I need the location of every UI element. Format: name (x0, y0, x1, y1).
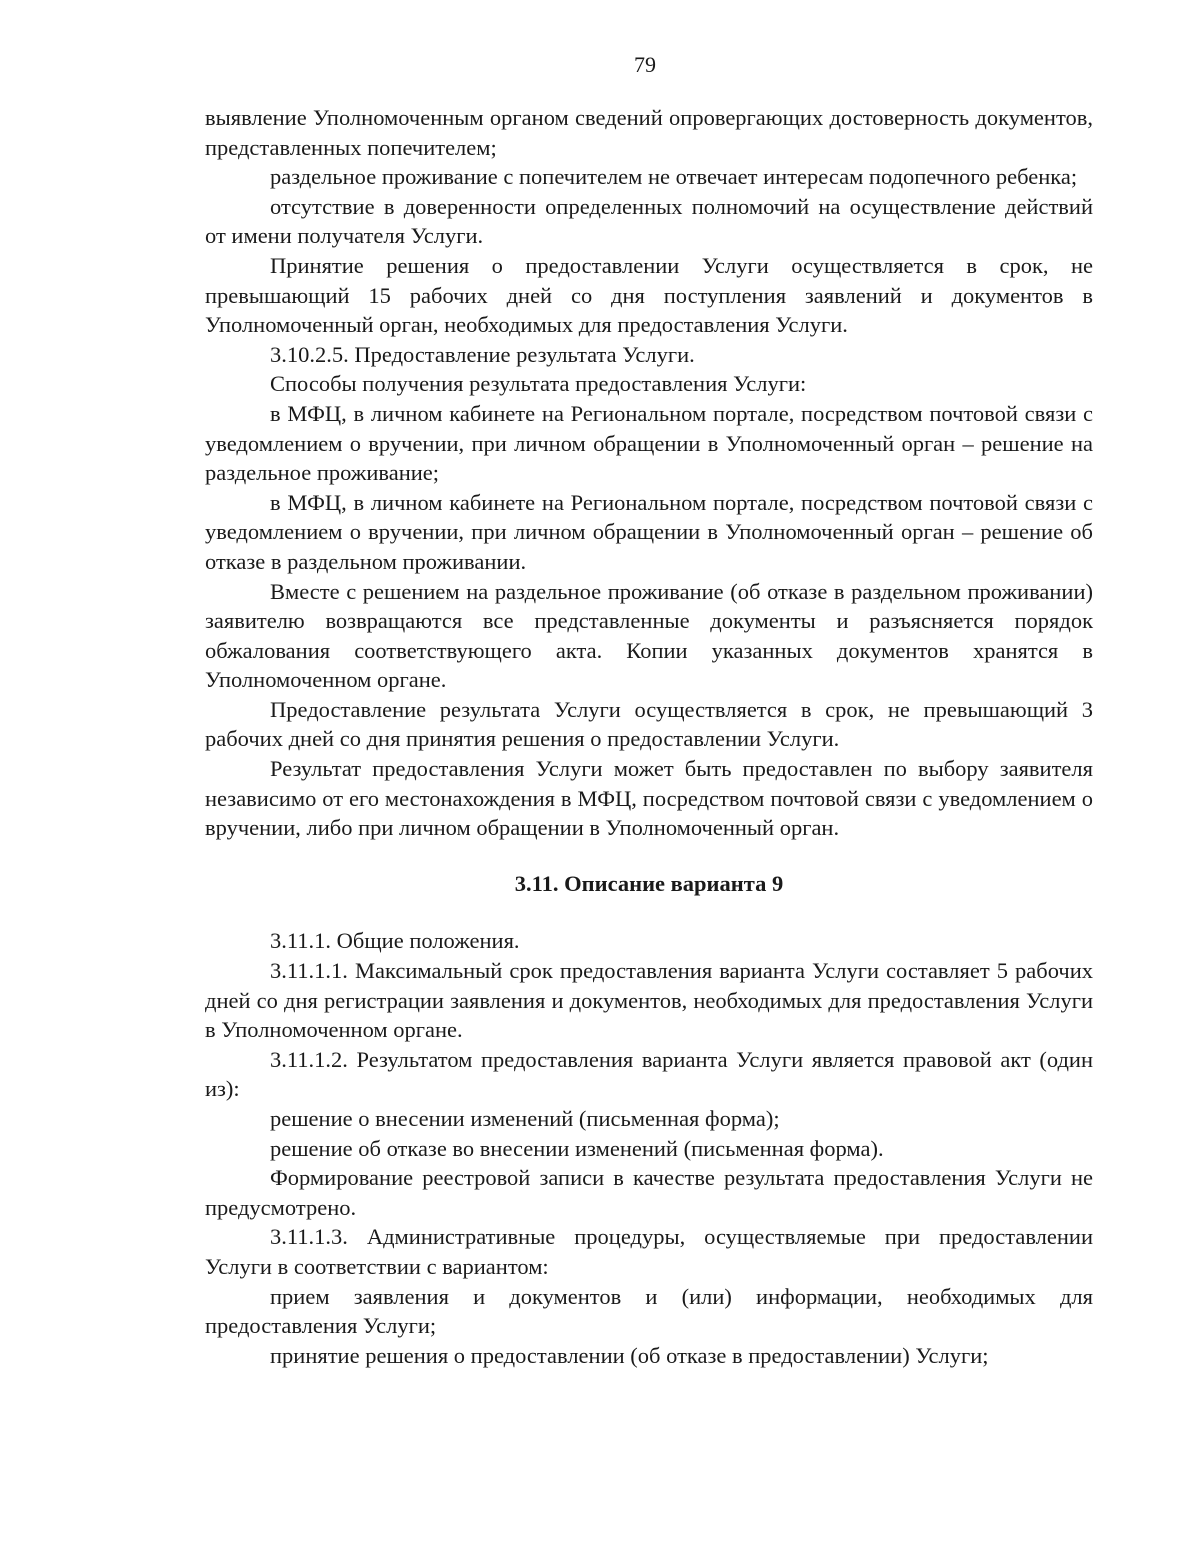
paragraph: Вместе с решением на раздельное проживание (об отказе в раздельном проживании) заявителю возвращаются все представленные документы и разъясняется порядок обжалования соответствующего акта. Копии указанных документов хранятся в Уполномоченном органе. (205, 578, 1093, 693)
paragraph: выявление Уполномоченным органом сведений опровергающих достоверность документов, представленных попечителем; (205, 105, 1093, 160)
paragraph: 3.11.1.1. Максимальный срок предоставления варианта Услуги составляет 5 рабочих дней со дня регистрации заявления и документов, необходимых для предоставления Услуги в Уполномоченном органе. (205, 958, 1093, 1043)
section-heading: 3.11. Описание варианта 9 (514, 870, 784, 896)
paragraph: Предоставление результата Услуги осуществляется в срок, не превышающий 3 рабочих дней со дня принятия решения о предоставлении Услуги. (205, 696, 1093, 752)
paragraph: принятие решения о предоставлении (об отказе в предоставлении) Услуги; (270, 1342, 989, 1368)
paragraph: 3.11.1.2. Результатом предоставления варианта Услуги является правовой акт (один из): (205, 1046, 1093, 1102)
document-body (205, 103, 1093, 1370)
paragraph: в МФЦ, в личном кабинете на Региональном портале, посредством почтовой связи с уведомлением о вручении, при личном обращении в Уполномоченный орган – решение об отказе в раздельном проживании. (205, 489, 1093, 574)
paragraph: Принятие решения о предоставлении Услуги осуществляется в срок, не превышающий 15 рабочих дней со дня поступления заявлений и документов в Уполномоченный орган, необходимых для предоставления Услуги. (205, 252, 1093, 338)
paragraph: отсутствие в доверенности определенных полномочий на осуществление действий от имени получателя Услуги. (205, 193, 1093, 249)
paragraph: 3.10.2.5. Предоставление результата Услуги. (270, 341, 695, 367)
paragraph: прием заявления и документов и (или) информации, необходимых для предоставления Услуги; (205, 1283, 1093, 1339)
paragraph: 3.11.1.3. Административные процедуры, осуществляемые при предоставлении Услуги в соответствии с вариантом: (205, 1224, 1093, 1279)
paragraph: Способы получения результата предоставления Услуги: (270, 371, 807, 397)
paragraph: 3.11.1. Общие положения. (270, 928, 520, 954)
paragraph: решение о внесении изменений (письменная форма); (270, 1106, 780, 1131)
paragraph: Результат предоставления Услуги может быть предоставлен по выбору заявителя независимо от его местонахождения в МФЦ, посредством почтовой связи с уведомлением о вручении, либо при личном обращении в Уполномоченный орган. (205, 756, 1093, 841)
paragraph: в МФЦ, в личном кабинете на Региональном портале, посредством почтовой связи с уведомлением о вручении, при личном обращении в Уполномоченный орган – решение на раздельное проживание; (205, 400, 1093, 486)
paragraph: Формирование реестровой записи в качестве результата предоставления Услуги не предусмотрено. (205, 1165, 1093, 1220)
paragraph: раздельное проживание с попечителем не отвечает интересам подопечного ребенка; (270, 164, 1078, 190)
paragraph: решение об отказе во внесении изменений (письменная форма). (270, 1135, 884, 1161)
page-number: 79 (634, 52, 656, 77)
